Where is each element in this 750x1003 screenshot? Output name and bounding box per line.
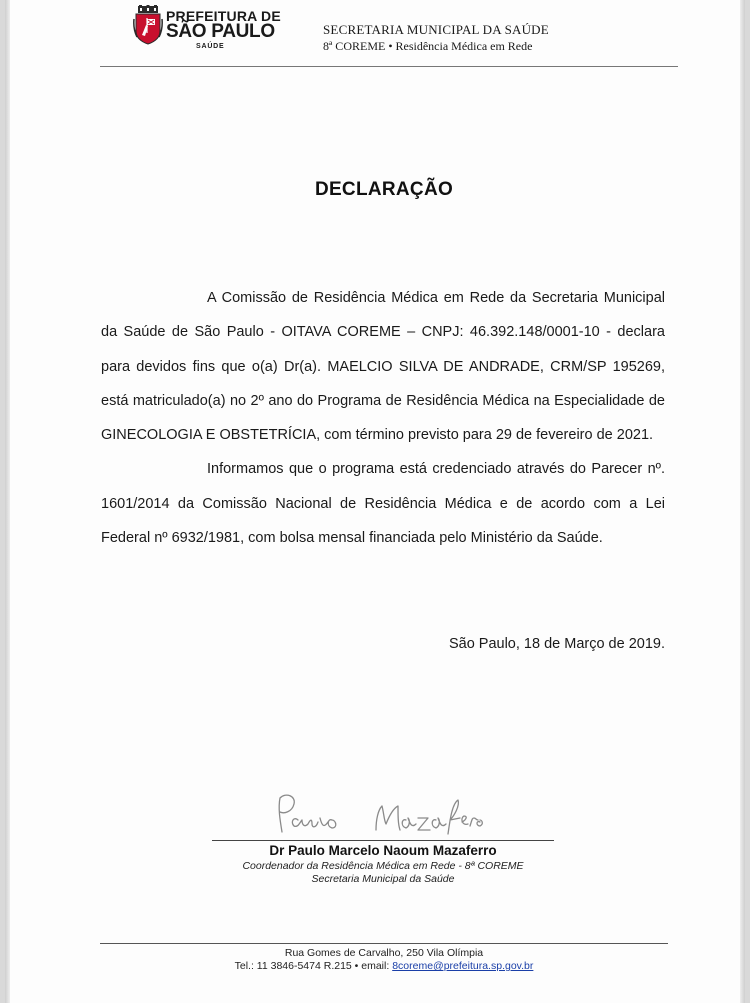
footer-address: Rua Gomes de Carvalho, 250 Vila Olímpia	[284, 947, 484, 959]
logo-text-saude: SAÚDE	[196, 43, 225, 50]
header-secretaria: SECRETARIA MUNICIPAL DA SAÚDE	[323, 22, 549, 37]
footer-contact	[100, 960, 668, 973]
signer-role-title: Coordenador da Residência Médica em Rede - 8ª COREME	[242, 860, 524, 872]
document-date: São Paulo, 18 de Março de 2019.	[448, 636, 665, 652]
body-paragraph-2: Informamos que o programa está credenciado através do Parecer nº. 1601/2014 da Comissão Nacional de Residência Médica e de acordo com a Lei Federal nº 6932/1981, com bolsa mensal financiada pelo Ministério da Saúde.	[101, 461, 665, 547]
footer-email-link[interactable]: 8coreme@prefeitura.sp.gov.br	[392, 960, 534, 972]
header-coreme: 8ª COREME • Residência Médica em Rede	[323, 39, 533, 53]
signer-role-department: Secretaria Municipal da Saúde	[311, 873, 455, 885]
document-body	[101, 281, 665, 555]
logo-text-prefeitura: PREFEITURA DE	[166, 8, 281, 24]
document-title: DECLARAÇÃO	[314, 179, 454, 200]
footer	[100, 947, 668, 973]
page-edge-left	[5, 0, 10, 1003]
footer-phone: Tel.: 11 3846-5474 R.215 • email:	[234, 960, 393, 972]
signature-line	[212, 840, 554, 841]
city-crest-icon	[133, 5, 163, 45]
signer-name: Dr Paulo Marcelo Naoum Mazaferro	[269, 843, 497, 858]
header-divider	[100, 66, 678, 67]
signer-role	[212, 860, 554, 886]
page-edge-right	[740, 0, 745, 1003]
body-paragraph-1: A Comissão de Residência Médica em Rede da Secretaria Municipal da Saúde de São Paulo - OITAVA COREME – CNPJ: 46.392.148/0001-10 - declara para devidos fins que o(a) Dr(a). MAELCIO SILVA DE ANDRADE, CRM/SP 195269, está matriculado(a) no 2º ano do Programa de Residência Médica na Especialidade de GINECOLOGIA E OBSTETRÍCIA, com término previsto para 29 de fevereiro de 2021.	[101, 290, 665, 444]
handwritten-signature	[272, 790, 487, 840]
header-institution	[323, 22, 549, 54]
prefeitura-logo	[133, 5, 283, 53]
footer-divider	[100, 943, 668, 944]
logo-text-sao-paulo: SÃO PAULO	[166, 21, 275, 42]
